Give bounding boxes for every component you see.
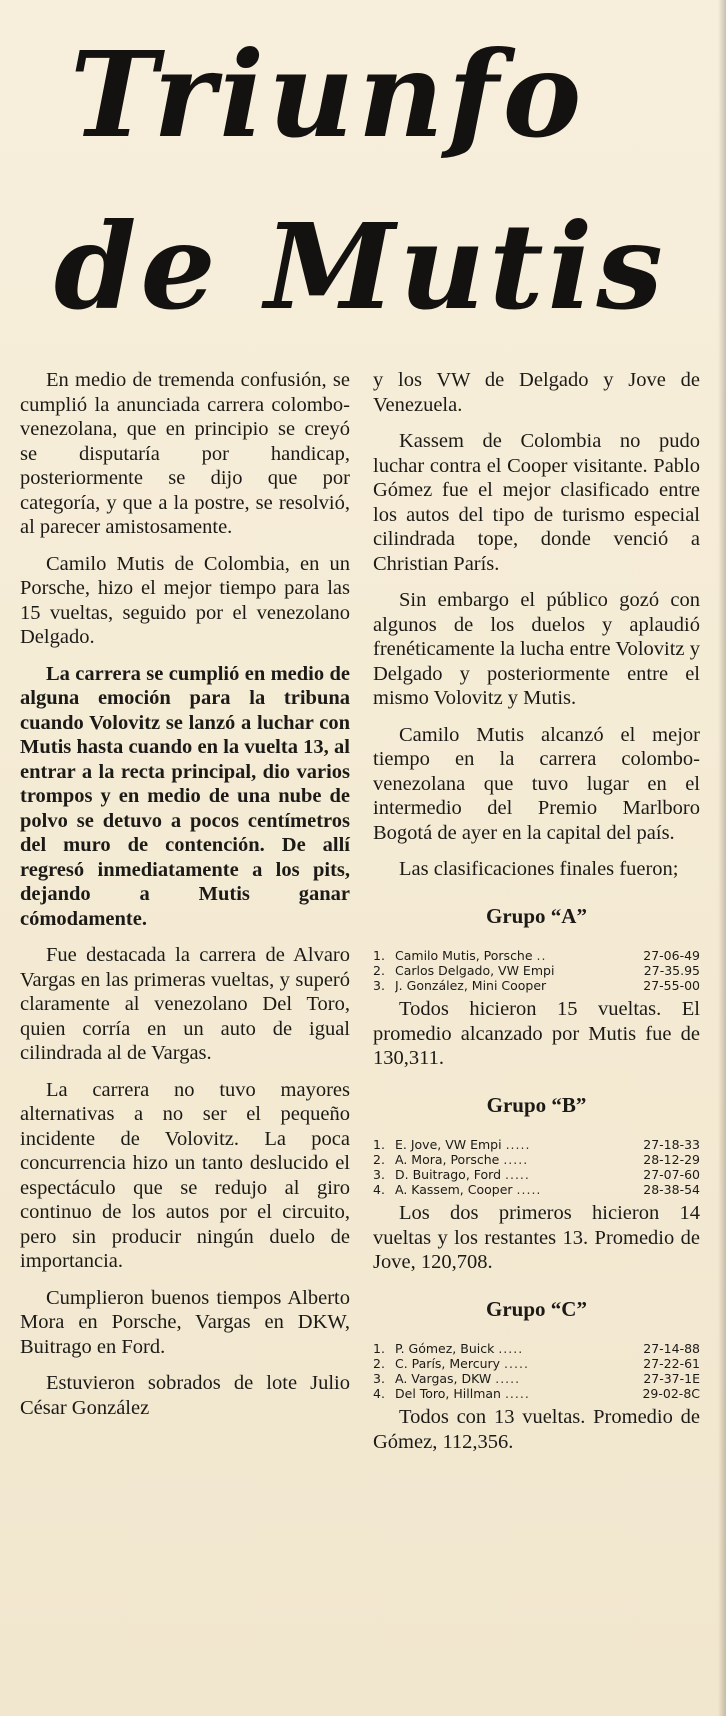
paragraph: Las clasificaciones finales fueron; [399, 858, 679, 880]
result-driver-name: Del Toro, Hillman [395, 1386, 501, 1401]
result-driver [395, 1386, 616, 1401]
result-driver [395, 1356, 616, 1371]
group-title-a: Grupo “A” [486, 903, 587, 928]
result-driver-name: Camilo Mutis, Porsche [395, 948, 533, 963]
page-edge-shadow [718, 0, 726, 1716]
result-driver-name: A. Mora, Porsche [395, 1152, 500, 1167]
result-position: 2. [373, 1152, 385, 1167]
headline-line-1: Triunfo [70, 25, 586, 164]
table-row [373, 1356, 700, 1371]
result-driver-name: D. Buitrago, Ford [395, 1167, 502, 1182]
result-time: 27-07-60 [643, 1167, 700, 1182]
group-title-b: Grupo “B” [486, 1092, 587, 1117]
group-summary-a: Todos hicieron 15 vueltas. El promedio alcanzado por Mutis fue de 130,311. [373, 998, 700, 1069]
paragraph: La carrera no tuvo mayores alternativas a no ser el pequeño incidente de Volovitz. La poca concurrencia hizo un tanto deslucido el espectáculo que se redujo al giro continuo de los autos por el circuito, pero sin producir ningún duelo de importancia. [20, 1078, 350, 1272]
result-time: 27-18-33 [643, 1137, 700, 1152]
paragraph: Kassem de Colombia no pudo luchar contra el Cooper visitante. Pablo Gómez fue el mejor clasificado entre los autos del tipo de turismo especial cilindrada tope, donde venció a Christian París. [373, 430, 700, 575]
result-time: 27-06-49 [643, 948, 700, 963]
result-position: 1. [373, 1341, 385, 1356]
paragraph: Camilo Mutis alcanzó el mejor tiempo en la carrera colombo-venezolana que tuvo lugar en el intermedio del Premio Marlboro Bogotá de ayer en la capital del país. [373, 723, 700, 844]
table-row [373, 978, 700, 993]
leader-dots: ..... [495, 1371, 521, 1386]
table-row [373, 1386, 700, 1401]
paragraph: Cumplieron buenos tiempos Alberto Mora en Porsche, Vargas en DKW, Buitrago en Ford. [20, 1286, 350, 1358]
leader-dots: ..... [504, 1386, 530, 1401]
result-time: 27-55-00 [643, 978, 700, 993]
group-summary-b: Los dos primeros hicieron 14 vueltas y los restantes 13. Promedio de Jove, 120,708. [373, 1202, 700, 1273]
leader-dots: ..... [516, 1182, 542, 1197]
group-title-c: Grupo “C” [486, 1296, 587, 1321]
table-row [373, 1167, 700, 1182]
result-driver [395, 1371, 616, 1386]
table-row [373, 1182, 700, 1197]
result-time: 27-22-61 [643, 1356, 700, 1371]
result-driver-name: A. Vargas, DKW [395, 1371, 492, 1386]
leader-dots: ..... [505, 1167, 530, 1182]
result-time: 28-38-54 [643, 1182, 700, 1197]
result-driver-name: E. Jove, VW Empi [395, 1137, 502, 1152]
paragraph: La carrera se cumplió en medio de alguna emoción para la tribuna cuando Volovitz se lanzó a luchar con Mutis hasta cuando en la vuelta 13, al entrar a la recta principal, dio varios trompos y en medio de una nube de polvo se detuvo a pocos centímetros del muro de contención. De allí regresó inmediatamente a los pits, dejando a Mutis ganar cómodamente. [20, 662, 350, 930]
result-time: 29-02-8C [642, 1386, 700, 1401]
result-position: 1. [373, 1137, 385, 1152]
result-driver-name: Carlos Delgado, VW Empi [395, 963, 555, 978]
result-driver [395, 1167, 616, 1182]
result-position: 3. [373, 978, 385, 993]
result-position: 3. [373, 1167, 385, 1182]
table-row [373, 1371, 700, 1386]
paragraph: Camilo Mutis de Colombia, en un Porsche, hizo el mejor tiempo para las 15 vueltas, seguido por el venezolano Delgado. [20, 552, 350, 648]
result-driver-name: P. Gómez, Buick [395, 1341, 495, 1356]
leader-dots: ..... [505, 1137, 531, 1152]
leader-dots: ..... [503, 1152, 529, 1167]
result-time: 28-12-29 [643, 1152, 700, 1167]
leader-dots: .. [536, 948, 547, 963]
result-driver [395, 1137, 616, 1152]
right-column [373, 368, 700, 1466]
table-row [373, 948, 700, 963]
result-position: 4. [373, 1386, 385, 1401]
result-driver [395, 1341, 616, 1356]
result-position: 2. [373, 1356, 385, 1371]
paragraph: Sin embargo el público gozó con algunos de los duelos y aplaudió frenéticamente la lucha entre Volovitz y Delgado y posteriormente entre el mismo Volovitz y Mutis. [373, 589, 700, 709]
results-table-a [373, 948, 700, 993]
result-driver [395, 1182, 616, 1197]
result-driver [395, 978, 616, 993]
result-time: 27-14-88 [643, 1341, 700, 1356]
result-position: 2. [373, 963, 385, 978]
result-driver [395, 948, 616, 963]
paragraph: Fue destacada la carrera de Alvaro Vargas en las primeras vueltas, y superó claramente al venezolano Del Toro, quien corría en un auto de igual cilindrada al de Vargas. [20, 944, 350, 1064]
table-row [373, 1152, 700, 1167]
result-position: 1. [373, 948, 385, 963]
result-driver-name: A. Kassem, Cooper [395, 1182, 513, 1197]
group-summary-c: Todos con 13 vueltas. Promedio de Gómez, 112,356. [373, 1406, 700, 1453]
result-driver-name: C. París, Mercury [395, 1356, 501, 1371]
results-table-c [373, 1341, 700, 1401]
table-row [373, 963, 700, 978]
paragraph: Estuvieron sobrados de lote Julio César González [20, 1372, 350, 1419]
table-row [373, 1341, 700, 1356]
paragraph: y los VW de Delgado y Jove de Venezuela. [373, 369, 700, 416]
result-position: 4. [373, 1182, 385, 1197]
leader-dots: ..... [498, 1341, 524, 1356]
leader-dots: ..... [504, 1356, 529, 1371]
result-position: 3. [373, 1371, 385, 1386]
results-table-b [373, 1137, 700, 1197]
result-driver-name: J. González, Mini Cooper [395, 978, 547, 993]
result-time: 27-35.95 [643, 963, 700, 978]
result-driver [395, 1152, 616, 1167]
result-time: 27-37-1E [643, 1371, 700, 1386]
result-driver [395, 963, 616, 978]
paragraph: En medio de tremenda confusión, se cumplió la anunciada carrera colombo-venezolana, que en principio se creyó se disputaría por handicap, posteriormente se dijo que por categoría, y que a la postre, se resolvió, al parecer amistosamente. [20, 369, 350, 538]
table-row [373, 1137, 700, 1152]
left-column [20, 368, 350, 1432]
headline-line-2: de Mutis [54, 197, 667, 336]
